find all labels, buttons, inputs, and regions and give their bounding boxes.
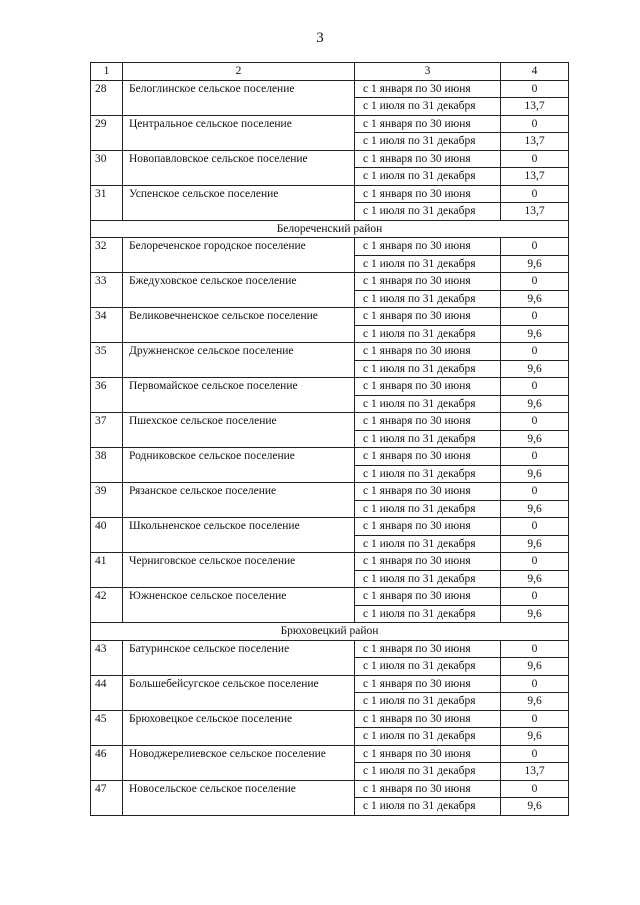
row-number: 39 (91, 483, 123, 518)
value-first-half: 0 (501, 448, 569, 466)
row-number: 28 (91, 80, 123, 115)
value-second-half: 13,7 (501, 168, 569, 186)
settlement-name: Дружненское сельское поселение (123, 343, 355, 378)
period-first-half: с 1 января по 30 июня (355, 273, 501, 291)
value-first-half: 0 (501, 308, 569, 326)
value-second-half: 9,6 (501, 570, 569, 588)
period-second-half: с 1 июля по 31 декабря (355, 133, 501, 151)
period-first-half: с 1 января по 30 июня (355, 80, 501, 98)
period-first-half: с 1 января по 30 июня (355, 115, 501, 133)
row-number: 33 (91, 273, 123, 308)
period-second-half: с 1 июля по 31 декабря (355, 535, 501, 553)
period-second-half: с 1 июля по 31 декабря (355, 98, 501, 116)
value-first-half: 0 (501, 150, 569, 168)
value-second-half: 9,6 (501, 465, 569, 483)
table-body (91, 80, 569, 815)
period-second-half: с 1 июля по 31 декабря (355, 728, 501, 746)
period-first-half: с 1 января по 30 июня (355, 553, 501, 571)
value-first-half: 0 (501, 483, 569, 501)
period-first-half: с 1 января по 30 июня (355, 308, 501, 326)
settlement-name: Великовечненское сельское поселение (123, 308, 355, 343)
value-second-half: 9,6 (501, 500, 569, 518)
row-number: 44 (91, 675, 123, 710)
value-second-half: 9,6 (501, 605, 569, 623)
period-second-half: с 1 июля по 31 декабря (355, 798, 501, 816)
row-number: 46 (91, 745, 123, 780)
settlement-name: Новоджерелиевское сельское поселение (123, 745, 355, 780)
column-header: 3 (355, 63, 501, 81)
settlement-name: Школьненское сельское поселение (123, 518, 355, 553)
period-first-half: с 1 января по 30 июня (355, 640, 501, 658)
value-first-half: 0 (501, 238, 569, 256)
period-second-half: с 1 июля по 31 декабря (355, 325, 501, 343)
settlement-name: Пшехское сельское поселение (123, 413, 355, 448)
value-first-half: 0 (501, 640, 569, 658)
settlement-name: Центральное сельское поселение (123, 115, 355, 150)
table-row (91, 483, 569, 501)
value-second-half: 9,6 (501, 325, 569, 343)
period-first-half: с 1 января по 30 июня (355, 448, 501, 466)
settlement-name: Родниковское сельское поселение (123, 448, 355, 483)
value-second-half: 9,6 (501, 430, 569, 448)
table-row (91, 115, 569, 133)
column-header: 4 (501, 63, 569, 81)
period-second-half: с 1 июля по 31 декабря (355, 290, 501, 308)
table-row (91, 413, 569, 431)
period-second-half: с 1 июля по 31 декабря (355, 360, 501, 378)
value-first-half: 0 (501, 553, 569, 571)
row-number: 43 (91, 640, 123, 675)
period-second-half: с 1 июля по 31 декабря (355, 693, 501, 711)
district-name: Брюховецкий район (91, 623, 569, 641)
value-second-half: 9,6 (501, 798, 569, 816)
value-first-half: 0 (501, 413, 569, 431)
period-first-half: с 1 января по 30 июня (355, 588, 501, 606)
table-row (91, 745, 569, 763)
table-row (91, 675, 569, 693)
settlement-name: Успенское сельское поселение (123, 185, 355, 220)
value-second-half: 9,6 (501, 728, 569, 746)
period-first-half: с 1 января по 30 июня (355, 675, 501, 693)
period-first-half: с 1 января по 30 июня (355, 745, 501, 763)
period-second-half: с 1 июля по 31 декабря (355, 203, 501, 221)
value-first-half: 0 (501, 745, 569, 763)
settlement-name: Брюховецкое сельское поселение (123, 710, 355, 745)
value-first-half: 0 (501, 675, 569, 693)
value-second-half: 9,6 (501, 360, 569, 378)
value-second-half: 9,6 (501, 290, 569, 308)
value-first-half: 0 (501, 115, 569, 133)
table-row (91, 553, 569, 571)
column-header: 1 (91, 63, 123, 81)
settlement-name: Новосельское сельское поселение (123, 780, 355, 815)
tariff-table (90, 62, 569, 816)
value-first-half: 0 (501, 780, 569, 798)
row-number: 29 (91, 115, 123, 150)
district-name: Белореченский район (91, 220, 569, 238)
row-number: 30 (91, 150, 123, 185)
value-second-half: 13,7 (501, 133, 569, 151)
value-second-half: 13,7 (501, 98, 569, 116)
value-second-half: 9,6 (501, 693, 569, 711)
column-header: 2 (123, 63, 355, 81)
period-first-half: с 1 января по 30 июня (355, 378, 501, 396)
period-second-half: с 1 июля по 31 декабря (355, 763, 501, 781)
period-first-half: с 1 января по 30 июня (355, 518, 501, 536)
value-first-half: 0 (501, 710, 569, 728)
row-number: 35 (91, 343, 123, 378)
value-second-half: 9,6 (501, 658, 569, 676)
table-row (91, 640, 569, 658)
table-row (91, 185, 569, 203)
value-first-half: 0 (501, 80, 569, 98)
period-first-half: с 1 января по 30 июня (355, 780, 501, 798)
value-second-half: 9,6 (501, 255, 569, 273)
table-row (91, 343, 569, 361)
period-second-half: с 1 июля по 31 декабря (355, 255, 501, 273)
row-number: 42 (91, 588, 123, 623)
table-row (91, 780, 569, 798)
row-number: 38 (91, 448, 123, 483)
row-number: 32 (91, 238, 123, 273)
period-first-half: с 1 января по 30 июня (355, 413, 501, 431)
settlement-name: Белоглинское сельское поселение (123, 80, 355, 115)
table-row (91, 150, 569, 168)
table-row (91, 448, 569, 466)
header-row (91, 63, 569, 81)
settlement-name: Южненское сельское поселение (123, 588, 355, 623)
value-second-half: 13,7 (501, 203, 569, 221)
period-second-half: с 1 июля по 31 декабря (355, 465, 501, 483)
period-first-half: с 1 января по 30 июня (355, 150, 501, 168)
period-second-half: с 1 июля по 31 декабря (355, 658, 501, 676)
row-number: 45 (91, 710, 123, 745)
district-row (91, 220, 569, 238)
settlement-name: Батуринское сельское поселение (123, 640, 355, 675)
period-first-half: с 1 января по 30 июня (355, 483, 501, 501)
row-number: 37 (91, 413, 123, 448)
period-second-half: с 1 июля по 31 декабря (355, 500, 501, 518)
table-row (91, 308, 569, 326)
period-first-half: с 1 января по 30 июня (355, 343, 501, 361)
value-first-half: 0 (501, 518, 569, 536)
value-first-half: 0 (501, 378, 569, 396)
settlement-name: Первомайское сельское поселение (123, 378, 355, 413)
table-row (91, 518, 569, 536)
value-second-half: 9,6 (501, 395, 569, 413)
period-second-half: с 1 июля по 31 декабря (355, 395, 501, 413)
table-row (91, 238, 569, 256)
row-number: 31 (91, 185, 123, 220)
period-first-half: с 1 января по 30 июня (355, 710, 501, 728)
settlement-name: Большебейсугское сельское поселение (123, 675, 355, 710)
row-number: 34 (91, 308, 123, 343)
settlement-name: Черниговское сельское поселение (123, 553, 355, 588)
value-second-half: 13,7 (501, 763, 569, 781)
table-row (91, 588, 569, 606)
value-second-half: 9,6 (501, 535, 569, 553)
period-first-half: с 1 января по 30 июня (355, 185, 501, 203)
value-first-half: 0 (501, 185, 569, 203)
row-number: 47 (91, 780, 123, 815)
settlement-name: Белореченское городское поселение (123, 238, 355, 273)
settlement-name: Рязанское сельское поселение (123, 483, 355, 518)
period-second-half: с 1 июля по 31 декабря (355, 605, 501, 623)
settlement-name: Новопавловское сельское поселение (123, 150, 355, 185)
row-number: 36 (91, 378, 123, 413)
value-first-half: 0 (501, 273, 569, 291)
district-row (91, 623, 569, 641)
table-row (91, 273, 569, 291)
table-row (91, 378, 569, 396)
row-number: 41 (91, 553, 123, 588)
table-row (91, 710, 569, 728)
period-second-half: с 1 июля по 31 декабря (355, 570, 501, 588)
value-first-half: 0 (501, 343, 569, 361)
page-number: 3 (316, 30, 324, 46)
value-first-half: 0 (501, 588, 569, 606)
settlement-name: Бжедуховское сельское поселение (123, 273, 355, 308)
table-row (91, 80, 569, 98)
period-second-half: с 1 июля по 31 декабря (355, 430, 501, 448)
period-first-half: с 1 января по 30 июня (355, 238, 501, 256)
period-second-half: с 1 июля по 31 декабря (355, 168, 501, 186)
row-number: 40 (91, 518, 123, 553)
